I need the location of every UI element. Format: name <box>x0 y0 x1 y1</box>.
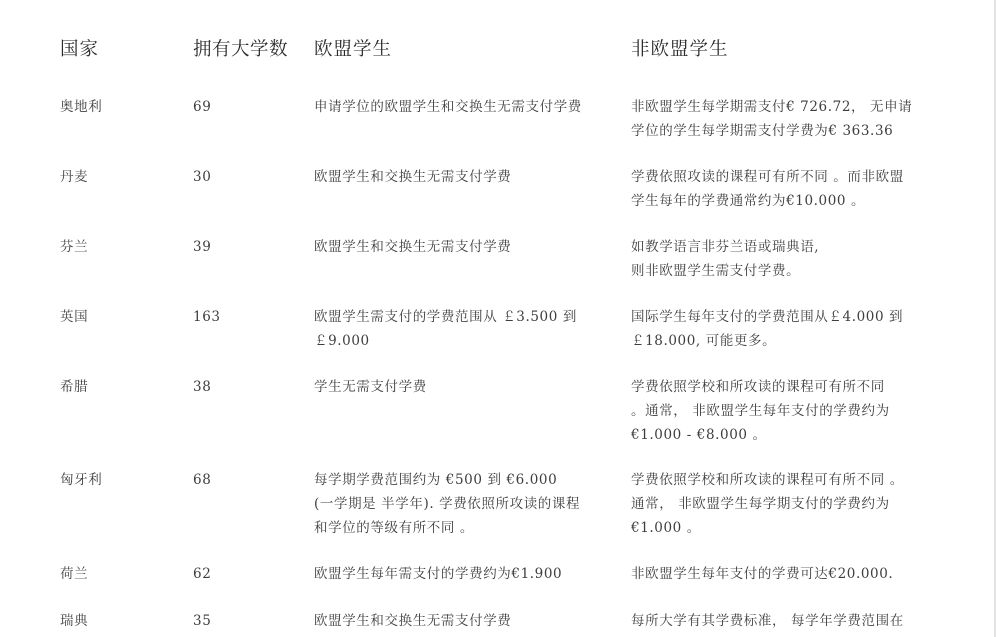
non-eu-fee-line: 通常， 非欧盟学生每学期支付的学费约为 <box>631 496 890 512</box>
eu-fee-line: (一学期是 半学年). 学费依照所攻读的课程 <box>314 496 581 512</box>
row-non-eu-fees <box>631 305 903 353</box>
row-country: 英国 <box>60 309 89 325</box>
row-non-eu-fees <box>631 235 819 283</box>
non-eu-fee-line: 学生每年的学费通常约为€10.000 。 <box>631 193 866 209</box>
header-universities: 拥有大学数 <box>193 39 289 60</box>
eu-fee-line: 欧盟学生和交换生无需支付学费 <box>314 239 512 255</box>
eu-fee-line: 欧盟学生和交换生无需支付学费 <box>314 169 512 185</box>
non-eu-fee-line: 。通常， 非欧盟学生每年支付的学费约为 <box>631 403 890 419</box>
eu-fee-line: 和学位的等级有所不同 。 <box>314 520 474 536</box>
non-eu-fee-line: 非欧盟学生每学期需支付€ 726.72， 无申请 <box>631 99 913 115</box>
non-eu-fee-line: 如教学语言非芬兰语或瑞典语, <box>631 239 820 255</box>
row-eu-fees <box>314 95 582 119</box>
row-non-eu-fees <box>631 562 893 586</box>
non-eu-fee-line: 则非欧盟学生需支付学费。 <box>631 263 801 279</box>
row-non-eu-fees <box>631 95 912 143</box>
non-eu-fee-line: 学位的学生每学期需支付学费为€ 363.36 <box>631 123 894 139</box>
non-eu-fee-line: €1.000 。 <box>631 520 701 536</box>
row-eu-fees <box>314 235 511 259</box>
non-eu-fee-line: 非欧盟学生每年支付的学费可达€20.000. <box>631 566 894 582</box>
row-eu-fees <box>314 468 580 540</box>
row-universities: 38 <box>193 379 212 395</box>
eu-fee-line: 申请学位的欧盟学生和交换生无需支付学费 <box>314 99 582 115</box>
row-universities: 30 <box>193 169 212 185</box>
row-eu-fees <box>314 305 577 353</box>
row-universities: 39 <box>193 239 212 255</box>
non-eu-fee-line: 学费依照学校和所攻读的课程可有所不同 。 <box>631 472 904 488</box>
row-universities: 163 <box>193 309 221 325</box>
non-eu-fee-line: ￡18.000, 可能更多。 <box>631 333 777 349</box>
row-non-eu-fees <box>631 609 904 633</box>
eu-fee-line: 每学期学费范围约为 €500 到 €6.000 <box>314 472 558 488</box>
eu-fee-line: 欧盟学生和交换生无需支付学费 <box>314 613 512 629</box>
row-eu-fees <box>314 375 427 399</box>
header-country: 国家 <box>60 39 100 60</box>
header-non-eu-students: 非欧盟学生 <box>631 39 729 60</box>
row-country: 荷兰 <box>60 566 89 582</box>
row-universities: 62 <box>193 566 212 582</box>
non-eu-fee-line: €1.000 - €8.000 。 <box>631 427 767 443</box>
non-eu-fee-line: 学费依照攻读的课程可有所不同 。而非欧盟 <box>631 169 904 185</box>
non-eu-fee-line: 学费依照学校和所攻读的课程可有所不同 <box>631 379 885 395</box>
row-non-eu-fees <box>631 375 890 447</box>
row-universities: 69 <box>193 99 212 115</box>
row-non-eu-fees <box>631 165 904 213</box>
row-country: 奥地利 <box>60 99 103 115</box>
row-country: 匈牙利 <box>60 472 103 488</box>
non-eu-fee-line: 国际学生每年支付的学费范围从￡4.000 到 <box>631 309 904 325</box>
row-universities: 35 <box>193 613 212 629</box>
eu-fee-line: ￡9.000 <box>314 333 370 349</box>
eu-fee-line: 欧盟学生需支付的学费范围从 ￡3.500 到 <box>314 309 577 325</box>
row-country: 瑞典 <box>60 613 89 629</box>
row-country: 丹麦 <box>60 169 89 185</box>
row-eu-fees <box>314 562 562 586</box>
row-eu-fees <box>314 609 511 633</box>
row-universities: 68 <box>193 472 212 488</box>
eu-fee-line: 欧盟学生每年需支付的学费约为€1.900 <box>314 566 563 582</box>
row-non-eu-fees <box>631 468 904 540</box>
non-eu-fee-line: 每所大学有其学费标准， 每学年学费范围在 <box>631 613 904 629</box>
row-country: 芬兰 <box>60 239 89 255</box>
header-eu-students: 欧盟学生 <box>314 39 393 60</box>
row-country: 希腊 <box>60 379 89 395</box>
eu-fee-line: 学生无需支付学费 <box>314 379 427 395</box>
row-eu-fees <box>314 165 511 189</box>
